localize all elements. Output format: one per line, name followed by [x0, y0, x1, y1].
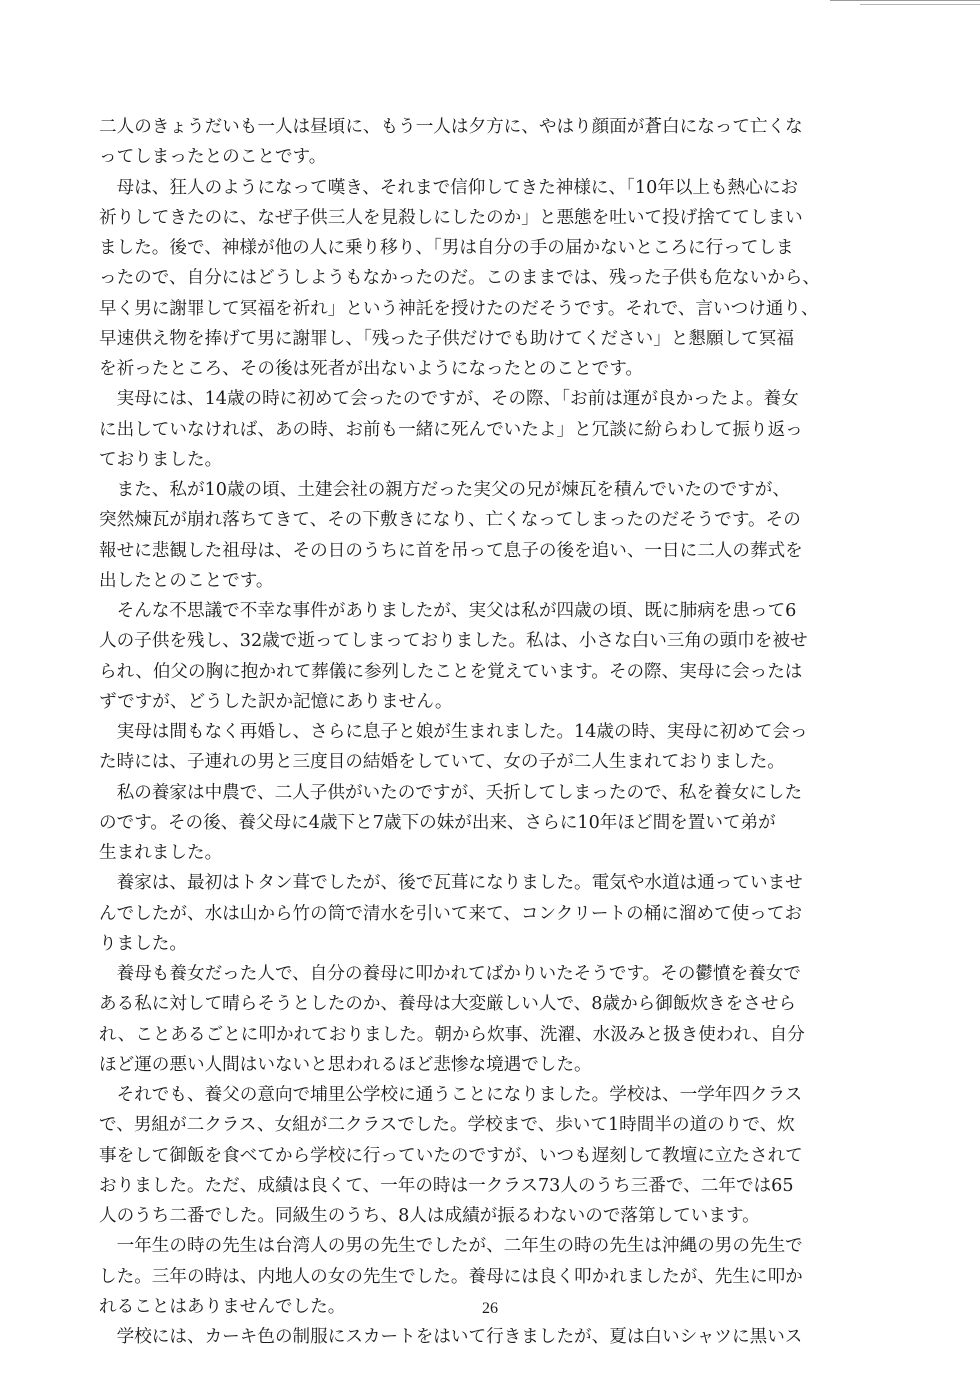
text-line: 二人のきょうだいも一人は昼頃に、もう一人は夕方に、やはり顔面が蒼白になって亡くな	[99, 117, 803, 137]
text-line: それでも、養父の意向で埔里公学校に通うことになりました。学校は、一学年四クラス	[99, 1085, 803, 1105]
text-line: ずですが、どうした訳か記憶にありません。	[99, 691, 453, 712]
text-line: れ、ことあるごとに叩かれておりました。朝から炊事、洗濯、水汲みと扱き使われ、自分	[99, 1024, 805, 1045]
text-line: そんな不思議で不幸な事件がありましたが、実父は私が四歳の頃、既に肺病を患って6	[99, 601, 797, 621]
text-line: 報せに悲観した祖母は、その日のうちに首を吊って息子の後を追い、一日に二人の葬式を	[99, 540, 803, 561]
text-line: を祈ったところ、その後は死者が出ないようになったとのことです。	[99, 359, 644, 379]
text-line: 養家は、最初はトタン葺でしたが、後で瓦葺になりました。電気や水道は通っていませ	[99, 873, 803, 894]
text-line: 早く男に謝罪して冥福を祈れ」という神託を授けたのだそうです。それで、言いつけ通り、	[99, 298, 819, 319]
page-body	[99, 112, 839, 1352]
text-line: ったので、自分にはどうしようもなかったのだ。このままでは、残った子供も危ないから、	[99, 268, 820, 289]
text-line: 私の養家は中農で、二人子供がいたのですが、夭折してしまったので、私を養女にした	[99, 782, 803, 803]
text-line: 実母は間もなく再婚し、さらに息子と娘が生まれました。14歳の時、実母に初めて会っ	[99, 722, 808, 742]
text-line: ました。後で、神様が他の人に乗り移り、「男は自分の手の届かないところに行ってしま	[99, 238, 794, 258]
text-line: おりました。ただ、成績は良くて、一年の時は一クラス73人のうち三番で、二年では65	[99, 1175, 794, 1196]
text-line: で、男組が二クラス、女組が二クラスでした。学校まで、歩いて1時間半の道のりで、炊	[99, 1115, 795, 1136]
text-line: た時には、子連れの男と三度目の結婚をしていて、女の子が二人生まれておりました。	[99, 752, 785, 773]
text-line: 事をして御飯を食べてから学校に行っていたのですが、いつも遅刻して教壇に立たされて	[99, 1145, 803, 1166]
text-line: ておりました。	[99, 449, 223, 470]
text-line: 早速供え物を捧げて男に謝罪し、「残った子供だけでも助けてください」と懇願して冥福	[99, 328, 794, 349]
text-line: 出したとのことです。	[99, 570, 274, 591]
text-line: 祈りしてきたのに、なぜ子供三人を見殺しにしたのか」と悪態を吐いて投げ捨ててしまい	[99, 207, 803, 228]
page-number: 26	[482, 1300, 498, 1317]
text-line: 生まれました。	[99, 843, 223, 863]
text-line: られ、伯父の胸に抱かれて葬儀に参列したことを覚えています。その際、実母に会ったは	[99, 661, 803, 682]
text-line: ある私に対して晴らそうとしたのか、養母は大変厳しい人で、8歳から御飯炊きをさせら	[99, 994, 797, 1015]
text-line: 学校には、カーキ色の制服にスカートをはいて行きましたが、夏は白いシャツに黒いス	[99, 1327, 803, 1347]
scan-edge-mark	[830, 0, 980, 7]
text-line: に出していなければ、あの時、お前も一緒に死んでいたよ」と冗談に紛らわして振り返っ	[99, 419, 803, 440]
text-line: れることはありませんでした。	[99, 1296, 346, 1317]
text-line: また、私が10歳の頃、土建会社の親方だった実父の兄が煉瓦を積んでいたのですが、	[99, 480, 790, 500]
text-line: 一年生の時の先生は台湾人の男の先生でしたが、二年生の時の先生は沖縄の男の先生で	[99, 1236, 803, 1257]
text-line: 養母も養女だった人で、自分の養母に叩かれてばかりいたそうです。その鬱憤を養女で	[99, 964, 801, 984]
text-line: のです。その後、養父母に4歳下と7歳下の妹が出来、さらに10年ほど間を置いて弟が	[99, 812, 776, 833]
text-line: んでしたが、水は山から竹の筒で清水を引いて来て、コンクリートの桶に溜めて使ってお	[99, 903, 803, 924]
text-line: 人のうち二番でした。同級生のうち、8人は成績が振るわないので落第しています。	[99, 1206, 760, 1226]
text-line: ほど運の悪い人間はいないと思われるほど悲惨な境遇でした。	[99, 1054, 592, 1075]
text-line: 母は、狂人のようになって嘆き、それまで信仰してきた神様に、「10年以上も熱心にお	[99, 177, 799, 198]
text-line: りました。	[99, 933, 187, 954]
text-line: 実母には、14歳の時に初めて会ったのですが、その際、「お前は運が良かったよ。養女	[99, 389, 799, 410]
text-line: ってしまったとのことです。	[99, 147, 327, 168]
text-line: した。三年の時は、内地人の女の先生でした。養母には良く叩かれましたが、先生に叩か	[99, 1266, 803, 1287]
text-line: 人の子供を残し、32歳で逝ってしまっておりました。私は、小さな白い三角の頭巾を被せ	[99, 631, 808, 652]
text-line: 突然煉瓦が崩れ落ちてきて、その下敷きになり、亡くなってしまったのだそうです。その	[99, 510, 801, 531]
